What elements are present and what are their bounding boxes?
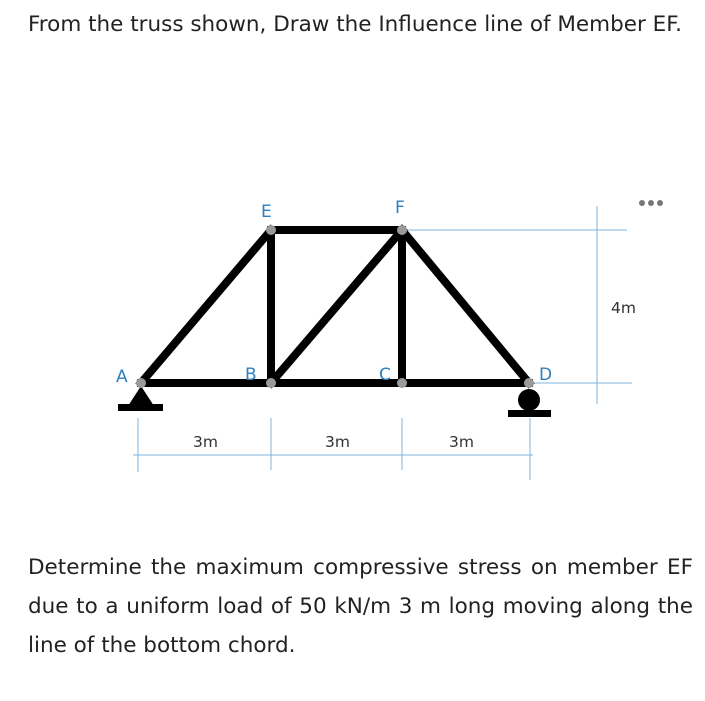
roller-support — [508, 389, 551, 417]
truss-members — [141, 230, 529, 383]
more-dots-icon[interactable] — [639, 200, 663, 206]
node-label-b: B — [245, 365, 257, 385]
node-b — [266, 378, 276, 388]
question-intro: From the truss shown, Draw the Influence line of Member EF. — [28, 12, 682, 37]
span-label-cd: 3m — [449, 433, 474, 451]
roller-support-wheel — [518, 389, 540, 411]
height-label: 4m — [611, 299, 636, 317]
member-ae — [141, 230, 271, 383]
member-fd — [402, 230, 529, 383]
node-label-c: C — [379, 365, 391, 385]
roller-support-base — [508, 410, 551, 417]
node-a — [136, 378, 146, 388]
node-label-d: D — [539, 365, 553, 385]
node-e — [266, 225, 276, 235]
node-f — [397, 225, 407, 235]
node-c — [397, 378, 407, 388]
node-label-e: E — [261, 202, 272, 222]
member-bf — [271, 230, 402, 383]
span-label-bc: 3m — [325, 433, 350, 451]
node-label-a: A — [116, 367, 128, 387]
question-task: Determine the maximum compressive stress on member EF due to a uniform load of 50 kN/m 3 m long moving along the line of the bottom chord. — [28, 555, 693, 658]
pin-support-triangle — [128, 386, 154, 406]
node-label-f: F — [395, 198, 405, 218]
pin-support-base — [118, 404, 163, 411]
span-label-ab: 3m — [193, 433, 218, 451]
node-d — [524, 378, 534, 388]
pin-support — [118, 386, 163, 411]
